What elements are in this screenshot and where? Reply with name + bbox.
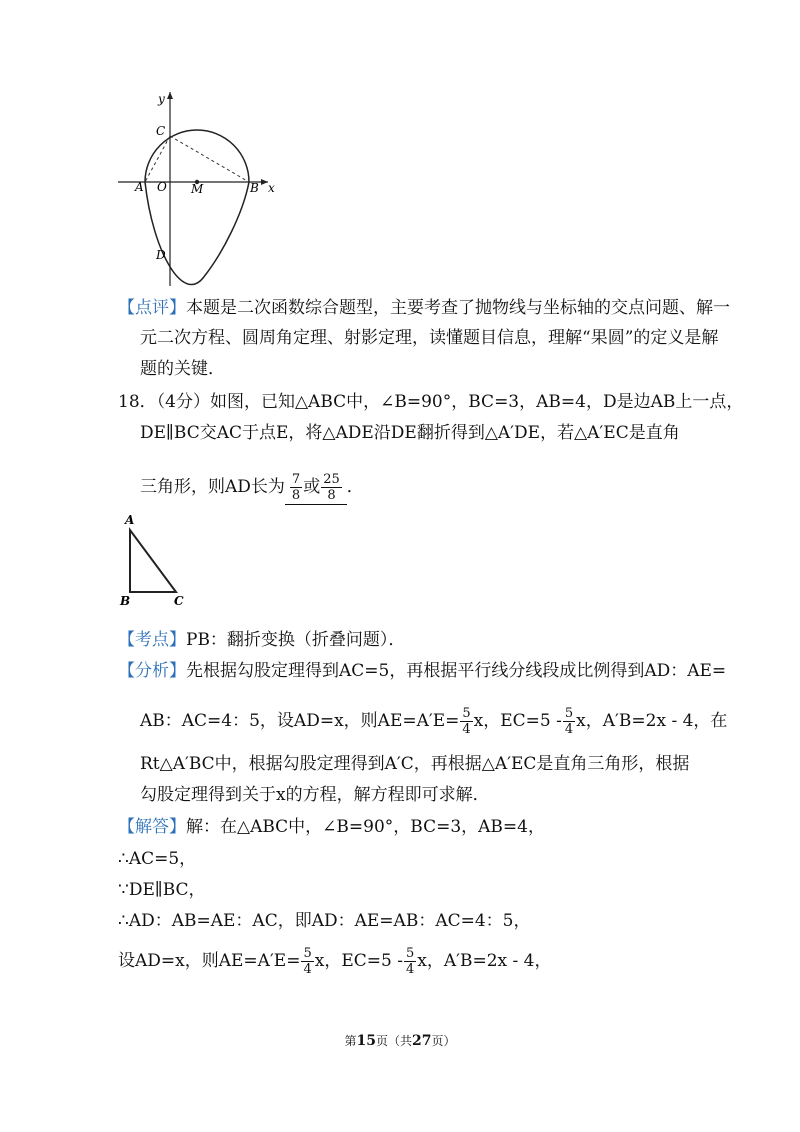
kaodian-text: PB：翻折变换（折叠问题）． <box>186 630 406 650</box>
page-total: 27 <box>412 1033 432 1049</box>
triangle-figure <box>118 512 198 612</box>
comment-line-2: 元二次方程、圆周角定理、射影定理，读懂题目信息，理解“果圆”的定义是解 <box>140 328 719 348</box>
jieda-line-1 <box>118 815 545 839</box>
triangle-label-a: A <box>125 513 135 527</box>
label-b: B <box>250 181 259 195</box>
jieda-line-3: ∵DE∥BC， <box>118 880 206 900</box>
page-footer: 第15页（共27页） <box>344 1033 456 1049</box>
label-o: O <box>157 180 167 194</box>
comment-tag: 【点评】 <box>118 298 186 318</box>
fruit-circle-figure <box>118 88 288 288</box>
label-y: y <box>158 92 165 106</box>
label-c: C <box>156 124 166 138</box>
q18-number: 18． <box>118 392 157 412</box>
q18-line-3: 三角形，则AD长为 $\frac{7}{8}$ 或 $\frac{25}{8}$ ． <box>140 472 364 503</box>
comment-text-1: 本题是二次函数综合题型，主要考查了抛物线与坐标轴的交点问题、解一 <box>186 298 730 318</box>
jieda-line-5: 设AD=x，则AE=A′E= $\frac{5}{4}$ x，EC=5 - $\frac{5}{4}$ x，A′B=2x - 4， <box>118 946 552 977</box>
triangle-label-b: B <box>120 594 131 608</box>
jieda-line-2: ∴AC=5， <box>118 849 197 869</box>
fraction-5-4: $\frac{5}{4}$ <box>462 706 471 737</box>
label-m: M <box>191 182 204 196</box>
kaodian-line <box>118 628 405 652</box>
fenxi-line-3: Rt△A′BC中，根据勾股定理得到A′C，再根据△A′EC是直角三角形，根据 <box>140 754 690 774</box>
triangle-label-c: C <box>174 594 184 608</box>
answer-fraction-1: $\frac{7}{8}$ <box>291 472 301 503</box>
fraction-5-4: $\frac{5}{4}$ <box>564 706 574 737</box>
q18-text-3: 三角形，则AD长为 <box>140 477 285 497</box>
fraction-5-4: $\frac{5}{4}$ <box>303 946 312 977</box>
page-number: 15 <box>356 1033 376 1049</box>
fraction-5-4: $\frac{5}{4}$ <box>405 946 415 977</box>
label-d: D <box>156 248 166 262</box>
fenxi-line-1 <box>118 659 726 683</box>
fenxi-line-2: AB：AC=4：5，设AD=x，则AE=A′E= $\frac{5}{4}$ x，EC=5 - $\frac{5}{4}$ x，A′B=2x - 4，在 <box>140 706 728 737</box>
label-a: A <box>135 180 144 194</box>
q18-score: （4分） <box>156 392 210 412</box>
jieda-text-1: 解：在△ABC中，∠B=90°，BC=3，AB=4， <box>186 817 545 837</box>
kaodian-tag: 【考点】 <box>118 630 186 650</box>
jieda-line-4: ∴AD：AB=AE：AC，即AD：AE=AB：AC=4：5， <box>118 911 531 931</box>
label-x: x <box>268 181 275 195</box>
answer-fraction-2: $\frac{25}{8}$ <box>323 472 340 503</box>
fenxi-line-4: 勾股定理得到关于x的方程，解方程即可求解． <box>140 785 490 805</box>
q18-answer: $\frac{7}{8}$ 或 $\frac{25}{8}$ <box>285 470 347 505</box>
jieda-tag: 【解答】 <box>118 817 186 837</box>
fenxi-text-1: 先根据勾股定理得到AC=5，再根据平行线分线段成比例得到AD：AE= <box>186 661 727 681</box>
q18-line-1 <box>118 390 743 414</box>
q18-text-1: 如图，已知△ABC中，∠B=90°，BC=3，AB=4，D是边AB上一点， <box>209 392 744 412</box>
fenxi-tag: 【分析】 <box>118 661 186 681</box>
q18-line-2: DE∥BC交AC于点E，将△ADE沿DE翻折得到△A′DE，若△A′EC是直角 <box>140 423 680 443</box>
comment-line-1 <box>118 296 730 320</box>
comment-line-3: 题的关键． <box>140 359 225 379</box>
